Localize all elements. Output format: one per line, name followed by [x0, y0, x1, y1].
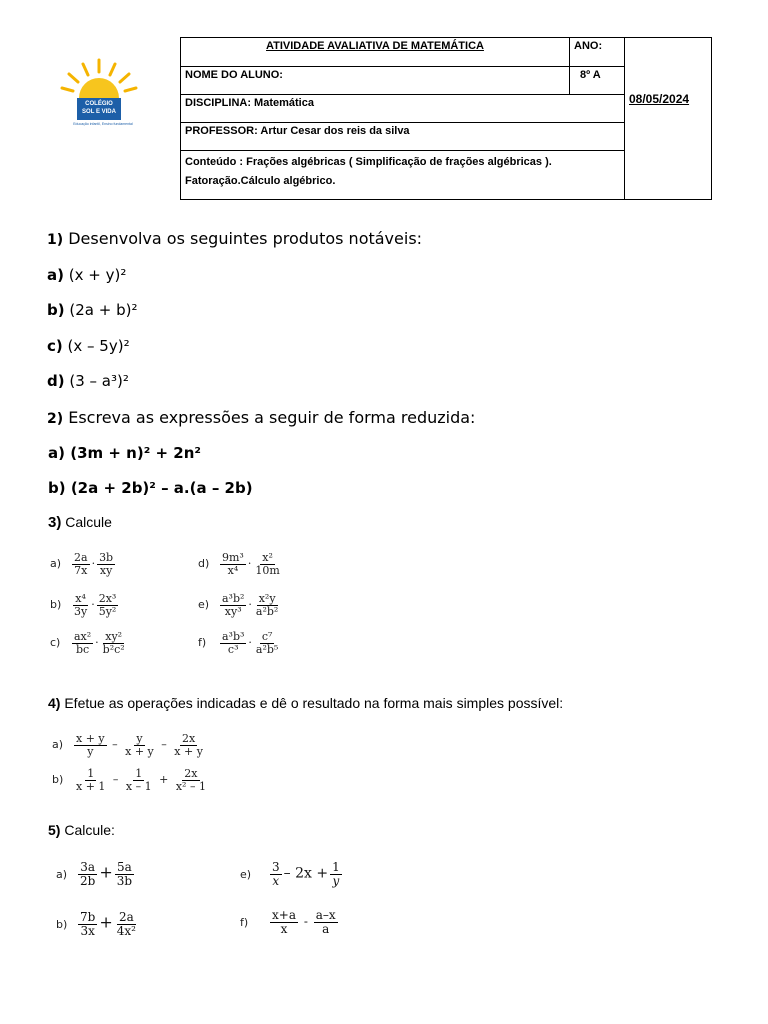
- fraction-numerator: 3a: [80, 860, 96, 874]
- q2-item-a: [48, 444, 201, 462]
- question-1: [47, 229, 422, 248]
- q1-item-b: [47, 301, 137, 319]
- q3-item-e: [198, 593, 282, 617]
- fraction-numerator: 2x: [184, 767, 198, 780]
- fraction-denominator: 3y: [74, 604, 88, 618]
- sun-logo-icon: [55, 58, 145, 130]
- q2-item-expr: (3m + n)² + 2n²: [70, 444, 201, 462]
- q3-item-label: e): [198, 598, 210, 612]
- q5-item-e: [240, 861, 344, 887]
- operator: ·: [247, 557, 252, 571]
- q3-item-c: [50, 631, 129, 655]
- fraction-denominator: 3x: [80, 923, 95, 938]
- q1-item-expr: (x + y)²: [68, 266, 127, 284]
- q1-item-a: [47, 266, 126, 284]
- discipline-row: DISCIPLINA: Matemática: [181, 95, 625, 123]
- q1-item-label: b): [47, 301, 65, 319]
- fraction-numerator: a³b³: [222, 630, 245, 643]
- fraction-numerator: y: [136, 732, 143, 745]
- q1-item-d: [47, 372, 129, 390]
- fraction-numerator: 5a: [117, 860, 132, 874]
- q5-text: Calcule:: [64, 822, 115, 838]
- q2-item-expr: (2a + 2b)² – a.(a – 2b): [70, 479, 253, 497]
- fraction-denominator: x + y: [174, 744, 203, 758]
- question-2: [47, 408, 475, 427]
- q3-item-label: b): [50, 598, 62, 612]
- fraction-numerator: 9m³: [222, 551, 244, 564]
- fraction-numerator: x+a: [272, 908, 296, 922]
- q1-text: Desenvolva os seguintes produtos notáveis:: [68, 229, 423, 248]
- fraction-denominator: a: [322, 921, 330, 936]
- fraction-numerator: 2a: [118, 910, 134, 924]
- fraction-numerator: 2x³: [98, 592, 117, 605]
- q3-item-d: [198, 552, 284, 576]
- q3-item-label: f): [198, 636, 207, 650]
- fraction-numerator: 2x: [182, 732, 196, 745]
- q5-item-b: [56, 911, 140, 937]
- q2-item-label: a): [48, 444, 65, 462]
- content-line-1: Conteúdo : Frações algébricas ( Simplificação de frações algébricas ).: [185, 156, 552, 168]
- q1-item-expr: (2a + b)²: [69, 301, 138, 319]
- fraction-numerator: x²: [262, 551, 273, 564]
- fraction-denominator: x⁴: [227, 563, 239, 577]
- fraction-numerator: 3b: [99, 551, 114, 564]
- year-label: ANO:: [570, 38, 625, 67]
- fraction-numerator: xy²: [105, 630, 123, 643]
- q5-item-f: [240, 909, 340, 935]
- q3-item-label: d): [198, 557, 210, 571]
- fraction-numerator: a–x: [315, 908, 336, 922]
- q4-text: Efetue as operações indicadas e dê o resultado na forma mais simples possível:: [64, 695, 564, 711]
- fraction-numerator: ax²: [74, 630, 92, 643]
- fraction-numerator: 1: [135, 767, 143, 780]
- fraction-numerator: 7b: [80, 910, 96, 924]
- q1-item-label: a): [47, 266, 64, 284]
- q5-item-label: a): [56, 867, 68, 881]
- fraction-denominator: c³: [227, 642, 239, 656]
- operator: –: [161, 738, 167, 752]
- logo-text-line2: SOL E VIDA: [82, 109, 116, 115]
- operator: +: [159, 773, 169, 787]
- activity-title: ATIVIDADE AVALIATIVA DE MATEMÁTICA: [181, 38, 570, 67]
- fraction-numerator: 3: [272, 860, 280, 874]
- teacher-row: PROFESSOR: Artur Cesar dos reis da silva: [181, 123, 625, 151]
- q4-item-a: [52, 733, 207, 757]
- operator: +: [99, 912, 113, 932]
- q4-number: 4): [48, 695, 61, 711]
- q2-item-label: b): [48, 479, 66, 497]
- q5-item-label: b): [56, 917, 68, 931]
- q3-item-b: [50, 593, 120, 617]
- q4-item-b: [52, 768, 210, 792]
- fraction-denominator: 2b: [80, 873, 96, 888]
- fraction-denominator: a²b⁵: [255, 642, 279, 656]
- q5-number: 5): [48, 822, 61, 838]
- fraction-denominator: 10m: [255, 563, 280, 577]
- q2-item-b: [48, 479, 253, 497]
- q1-item-expr: (3 – a³)²: [69, 372, 129, 390]
- operator: –: [112, 773, 119, 787]
- q3-item-f: [198, 631, 282, 655]
- student-name-label: NOME DO ALUNO:: [181, 67, 570, 95]
- q4-item-label: a): [52, 738, 64, 752]
- fraction-denominator: 3b: [116, 873, 133, 888]
- fraction-numerator: x + y: [76, 732, 105, 745]
- fraction-numerator: a³b²: [222, 592, 245, 605]
- q5-item-label: f): [240, 915, 249, 929]
- operator: ·: [91, 598, 95, 612]
- fraction-denominator: x + y: [125, 744, 154, 758]
- q3-item-a: [50, 552, 117, 576]
- fraction-denominator: a²b²: [255, 604, 279, 618]
- operator: -: [303, 914, 308, 929]
- q1-number: 1): [47, 232, 64, 248]
- fraction-denominator: 7x: [74, 563, 88, 577]
- q2-text: Escreva as expressões a seguir de forma reduzida:: [68, 408, 476, 427]
- fraction-denominator: b²c²: [102, 642, 125, 656]
- q2-number: 2): [47, 411, 64, 427]
- fraction-denominator: xy: [99, 563, 113, 577]
- fraction-denominator: y: [87, 744, 94, 758]
- date-value: 08/05/2024: [629, 92, 690, 106]
- fraction-denominator: x – 1: [125, 779, 152, 793]
- header-table: [180, 37, 712, 200]
- fraction-denominator: bc: [75, 642, 90, 656]
- fraction-numerator: x²y: [258, 592, 276, 605]
- operator: ·: [95, 636, 99, 650]
- fraction-numerator: c⁷: [261, 630, 273, 643]
- q3-number: 3): [48, 514, 62, 531]
- q5-item-label: e): [240, 867, 252, 881]
- fraction-denominator: x + 1: [76, 779, 106, 793]
- middle-term: – 2x +: [283, 865, 329, 882]
- q1-item-c: [47, 337, 130, 355]
- fraction-denominator: y: [332, 873, 340, 888]
- q5-item-a: [56, 861, 136, 887]
- fraction-denominator: 4x²: [116, 923, 136, 938]
- q1-item-label: c): [47, 337, 63, 355]
- operator: ·: [91, 557, 96, 571]
- logo-text-line1: COLÉGIO: [85, 101, 113, 107]
- fraction-numerator: 1: [332, 860, 340, 874]
- fraction-numerator: 1: [87, 767, 95, 780]
- q3-item-label: a): [50, 557, 62, 571]
- operator: –: [112, 738, 118, 752]
- fraction-numerator: 2a: [74, 551, 88, 564]
- fraction-numerator: x⁴: [75, 592, 86, 605]
- fraction-denominator: x: [280, 921, 288, 936]
- q3-item-label: c): [50, 636, 61, 650]
- q1-item-label: d): [47, 372, 65, 390]
- fraction-denominator: 5y²: [98, 604, 117, 618]
- question-3: [48, 514, 112, 531]
- q4-item-label: b): [52, 773, 64, 787]
- q1-item-expr: (x – 5y)²: [67, 337, 130, 355]
- fraction-denominator: x: [272, 873, 280, 888]
- operator: +: [99, 862, 113, 882]
- operator: ·: [248, 598, 252, 612]
- fraction-denominator: xy³: [224, 604, 242, 618]
- operator: ·: [248, 636, 252, 650]
- q3-text: Calcule: [65, 514, 112, 530]
- question-5: [48, 822, 115, 838]
- fraction-denominator: x² – 1: [175, 779, 206, 793]
- content-line-2: Fatoração.Cálculo algébrico.: [185, 175, 336, 187]
- grade-value: 8º A: [570, 67, 625, 95]
- question-4: [48, 695, 563, 711]
- school-logo: [55, 58, 145, 130]
- logo-tagline: Educação infantil, Ensino fundamental: [73, 122, 133, 126]
- content-row: [181, 151, 625, 199]
